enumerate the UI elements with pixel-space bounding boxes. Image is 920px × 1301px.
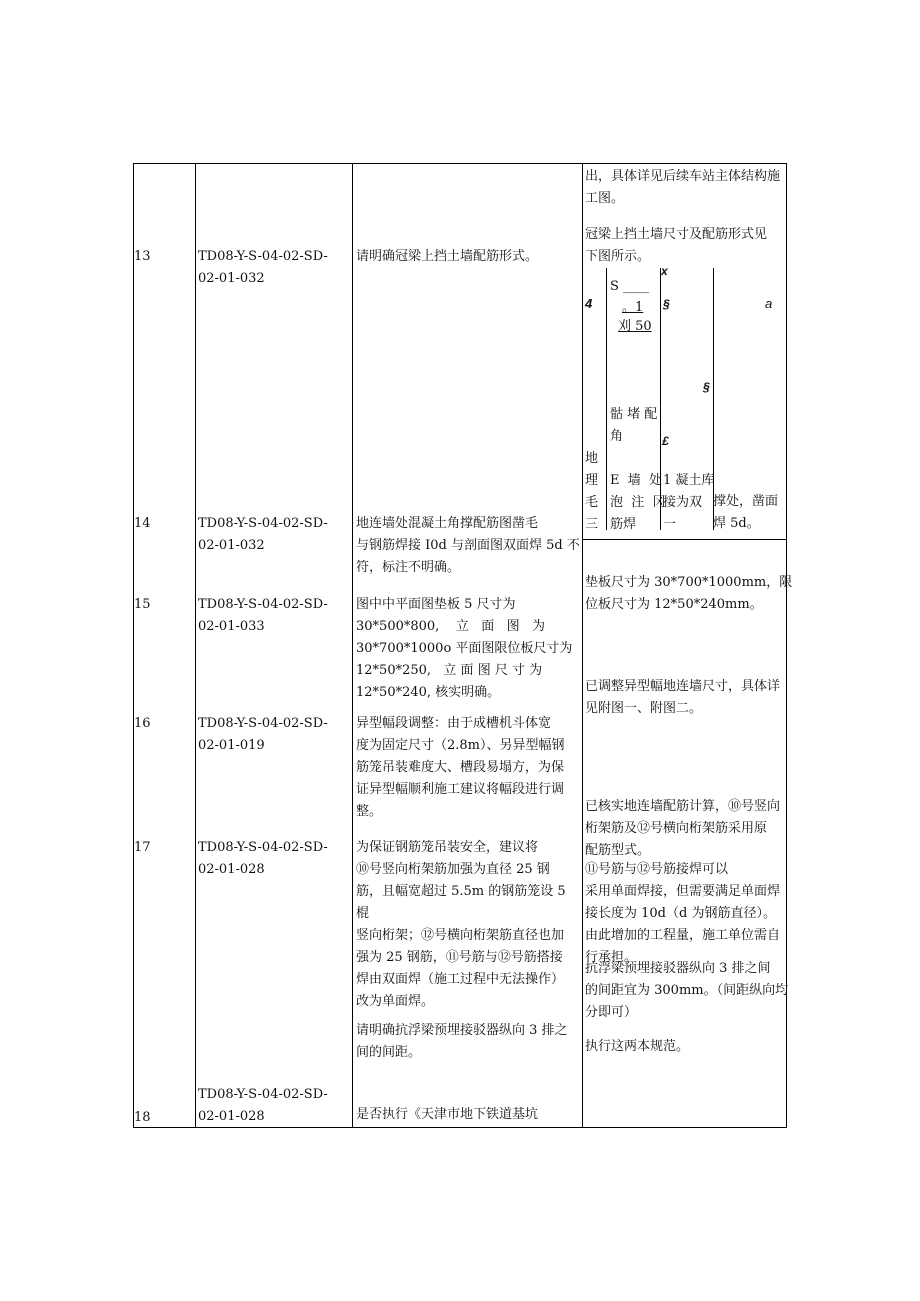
issue-text: 异型幅段调整：由于成槽机斗体宽 度为固定尺寸（2.8m）、另异型幅钢 筋笼吊装难度大、槽段易塌方，为保 证异型幅顺利施工建议将幅段进行调 整。 [356, 716, 565, 819]
drawing-code: TD08-Y-S-04-02-SD- 02-01-032 [198, 516, 328, 553]
row-number: 15 [134, 597, 151, 612]
figure-mark-a: a [765, 296, 773, 311]
figure-label: 地 理 毛 三 [585, 451, 599, 532]
reply-text: 已调整异型幅地连墙尺寸，具体详 见附图一、附图二。 [585, 679, 781, 716]
figure-label: 1 凝土库 接为双 一 [663, 473, 715, 532]
figure-dimension: 刈 50 [618, 319, 652, 334]
figure-mark-s: S ____ [610, 279, 650, 294]
reply-text: ⑪号筋与⑫号筋接焊可以 采用单面焊接，但需要满足单面焊 接长度为 10d（d 为钢筋直径）。 由此增加的工程量，施工单位需自 行承担。 [585, 862, 781, 965]
issue-text: 为保证钢筋笼吊装安全，建议将 ⑩号竖向桁架筋加强为直径 25 钢 筋，且幅宽超过 5.5m 的钢筋笼设 5 棍 竖向桁架；⑫号横向桁架筋直径也加 强为 25 钢筋，⑪号筋与⑫号筋搭接 焊由双面焊（施工过程中无法操作） 改为单面焊。 [356, 840, 566, 1009]
drawing-code: TD08-Y-S-04-02-SD- 02-01-032 [198, 249, 328, 286]
figure-label: 骷 堵 配 角 [610, 407, 658, 444]
column-divider [352, 163, 353, 1128]
row-number: 17 [134, 840, 151, 855]
row-number: 16 [134, 716, 151, 731]
column-divider [582, 163, 583, 1128]
issue-text: 请明确冠梁上挡土墙配筋形式。 [356, 249, 539, 264]
drawing-code: TD08-Y-S-04-02-SD- 02-01-028 [198, 840, 328, 877]
drawing-code: TD08-Y-S-04-02-SD- 02-01-033 [198, 597, 328, 634]
column-divider [195, 163, 196, 1128]
reply-text: 抗浮梁预埋接驳器纵向 3 排之间 的间距宜为 300mm。（间距纵向均 分即可） [585, 961, 789, 1020]
figure-pound-mark: £ [662, 434, 669, 448]
figure-line [606, 268, 607, 530]
reply-text: 冠梁上挡土墙尺寸及配筋形式见 下图所示。 [585, 227, 768, 264]
figure-num-4: 4 [585, 296, 593, 311]
drawing-code: TD08-Y-S-04-02-SD- 02-01-019 [198, 716, 328, 753]
drawing-code: TD08-Y-S-04-02-SD- 02-01-028 [198, 1087, 328, 1124]
reply-text: 垫板尺寸为 30*700*1000mm，限 位板尺寸为 12*50*240mm。 [585, 575, 793, 612]
figure-section-mark: § [703, 380, 710, 394]
figure-label: E 墙 处 泡 注 冈 筋焊 [610, 473, 666, 532]
figure-mark-x: x [661, 264, 668, 278]
reply-text: 已核实地连墙配筋计算，⑩号竖向 桁架筋及⑫号横向桁架筋采用原 配筋型式。 [585, 799, 781, 858]
reply-text: 执行这两本规范。 [585, 1039, 690, 1054]
issue-text: 是否执行《天津市地下铁道基坑 [356, 1107, 539, 1122]
reply-text: 撑处，凿面 焊 5d。 [713, 494, 779, 531]
issue-text: 地连墙处混凝土角撑配筋图凿毛 与钢筋焊接 I0d 与剖面图双面焊 5d 不 符，标注不明确。 [356, 516, 580, 575]
reply-text: 出，具体详见后续车站主体结构施 工图。 [585, 169, 781, 206]
issue-text: 请明确抗浮梁预埋接驳器纵向 3 排之 间的间距。 [356, 1023, 568, 1060]
figure-value: 。1 [622, 300, 644, 315]
row-divider [582, 539, 787, 540]
row-number: 18 [134, 1110, 151, 1125]
row-number: 14 [134, 516, 151, 531]
row-number: 13 [134, 249, 151, 264]
figure-section-mark: § [663, 297, 670, 311]
issue-text: 图中中平面图垫板 5 尺寸为 30*500*800, 立 面 图 为 30*700*1000o 平面图限位板尺寸为 12*50*250, 立 面 图 尺 寸 为 12*50*240, 核实明确。 [356, 597, 573, 700]
